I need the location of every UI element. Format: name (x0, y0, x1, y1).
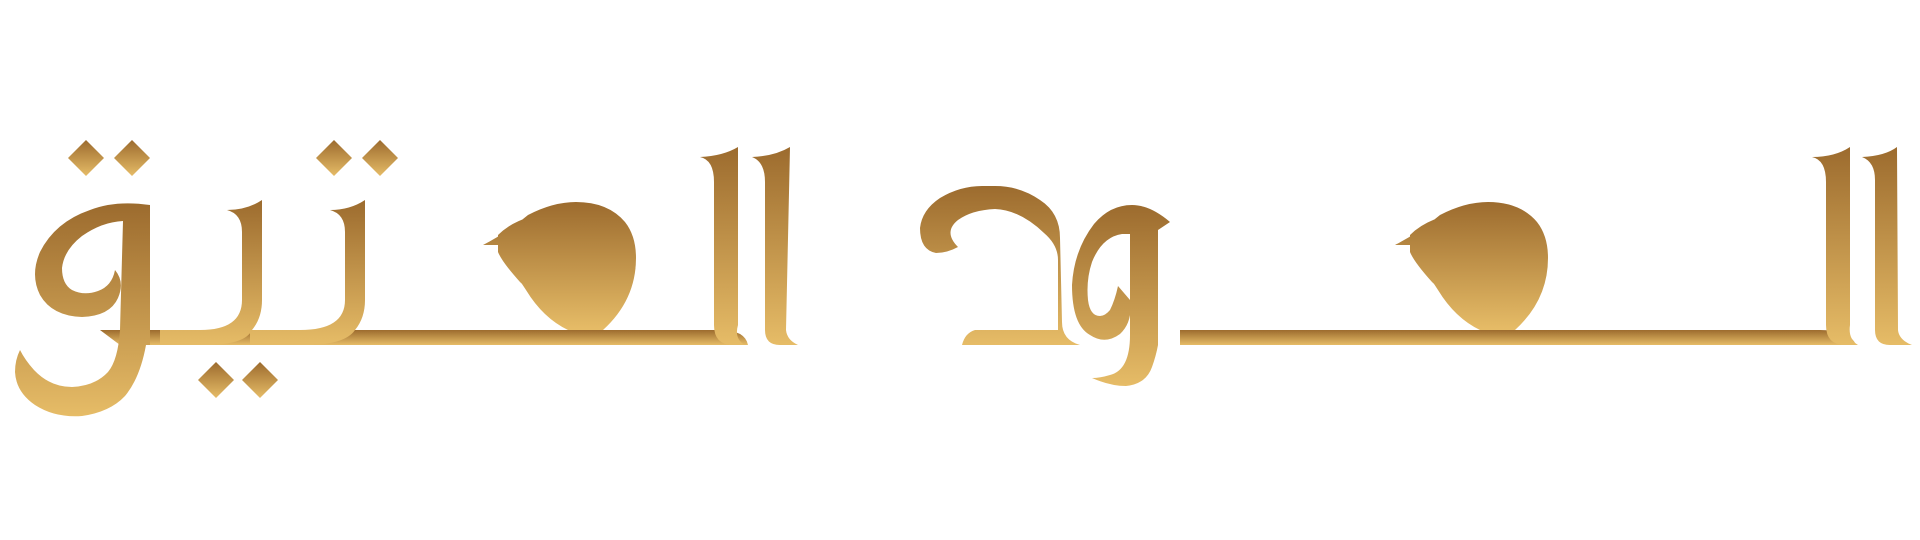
wordmark-glyphs (15, 147, 1912, 416)
